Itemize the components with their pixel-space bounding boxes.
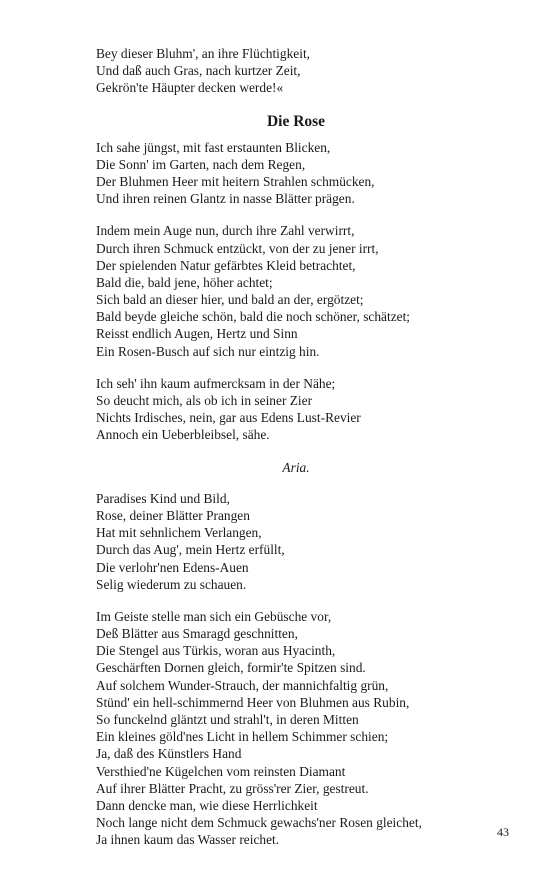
verse-line: So funckelnd gläntzt und strahl't, in deren Mitten: [96, 712, 359, 728]
verse-line: Sich bald an dieser hier, und bald an der, ergötzet;: [96, 292, 364, 308]
verse-line: Durch das Aug', mein Hertz erfüllt,: [96, 542, 285, 558]
verse-line: Deß Blätter aus Smaragd geschnitten,: [96, 626, 298, 642]
verse-line: Auf solchem Wunder-Strauch, der mannichfaltig grün,: [96, 677, 389, 693]
verse-line: Reisst endlich Augen, Hertz und Sinn: [96, 326, 298, 342]
verse-line: Und ihren reinen Glantz in nasse Blätter prägen.: [96, 191, 355, 207]
stanza-4: [96, 490, 496, 593]
verse-line: Ich seh' ihn kaum aufmercksam in der Nähe;: [96, 375, 336, 391]
verse-line: Annoch ein Ueberbleibsel, sähe.: [96, 427, 270, 443]
verse-line: Ich sahe jüngst, mit fast erstaunten Blicken,: [96, 139, 331, 155]
verse-line: Ja, daß des Künstlers Hand: [96, 746, 242, 762]
verse-line: Gekrön'te Häupter decken werde!«: [96, 80, 284, 96]
verse-line: Dann dencke man, wie diese Herrlichkeit: [96, 797, 318, 813]
verse-line: Ja ihnen kaum das Wasser reichet.: [96, 832, 280, 848]
verse-line: Geschärften Dornen gleich, formir'te Spitzen sind.: [96, 660, 366, 676]
verse-line: Durch ihren Schmuck entzückt, von der zu jener irrt,: [96, 240, 379, 256]
verse-line: Stünd' ein hell-schimmernd Heer von Bluhmen aus Rubin,: [96, 694, 410, 710]
verse-line: Nichts Irdisches, nein, gar aus Edens Lust-Revier: [96, 410, 361, 426]
stanza-2: [96, 222, 496, 360]
stanza-5: [96, 608, 496, 849]
page-number: 43: [497, 825, 509, 839]
verse-line: Paradises Kind und Bild,: [96, 490, 230, 506]
poem-title: Die Rose: [266, 112, 326, 130]
stanza-3: [96, 375, 496, 444]
verse-line: Versthied'ne Kügelchen vom reinsten Diamant: [96, 763, 346, 779]
verse-line: Die verlohr'nen Edens-Auen: [96, 559, 249, 575]
verse-line: Bald beyde gleiche schön, bald die noch schöner, schätzet;: [96, 309, 411, 325]
verse-line: Der Bluhmen Heer mit heitern Strahlen schmücken,: [96, 173, 375, 189]
stanza-1: [96, 139, 496, 208]
verse-line: Ein kleines göld'nes Licht in hellem Schimmer schien;: [96, 729, 389, 745]
verse-line: Ein Rosen-Busch auf sich nur eintzig hin.: [96, 343, 320, 359]
verse-line: Der spielenden Natur gefärbtes Kleid betrachtet,: [96, 257, 356, 273]
intro-stanza: [96, 45, 496, 97]
verse-line: Bald die, bald jene, höher achtet;: [96, 274, 273, 290]
verse-line: Im Geiste stelle man sich ein Gebüsche vor,: [96, 608, 332, 624]
verse-line: Hat mit sehnlichem Verlangen,: [96, 525, 262, 541]
verse-line: Rose, deiner Blätter Prangen: [96, 507, 250, 523]
verse-line: Selig wiederum zu schauen.: [96, 576, 247, 592]
verse-line: Die Sonn' im Garten, nach dem Regen,: [96, 156, 306, 172]
verse-line: Auf ihrer Blätter Pracht, zu gröss'rer Zier, gestreut.: [96, 780, 369, 796]
verse-line: Die Stengel aus Türkis, woran aus Hyacinth,: [96, 643, 336, 659]
verse-line: Noch lange nicht dem Schmuck gewachs'ner Rosen gleichet,: [96, 815, 422, 831]
verse-line: Bey dieser Bluhm', an ihre Flüchtigkeit,: [96, 46, 311, 61]
poem-text: [96, 45, 496, 864]
verse-line: So deucht mich, als ob ich in seiner Zier: [96, 393, 313, 408]
verse-line: Indem mein Auge nun, durch ihre Zahl verwirrt,: [96, 223, 355, 239]
verse-line: Und daß auch Gras, nach kurtzer Zeit,: [96, 63, 301, 79]
aria-heading: Aria.: [282, 459, 310, 475]
